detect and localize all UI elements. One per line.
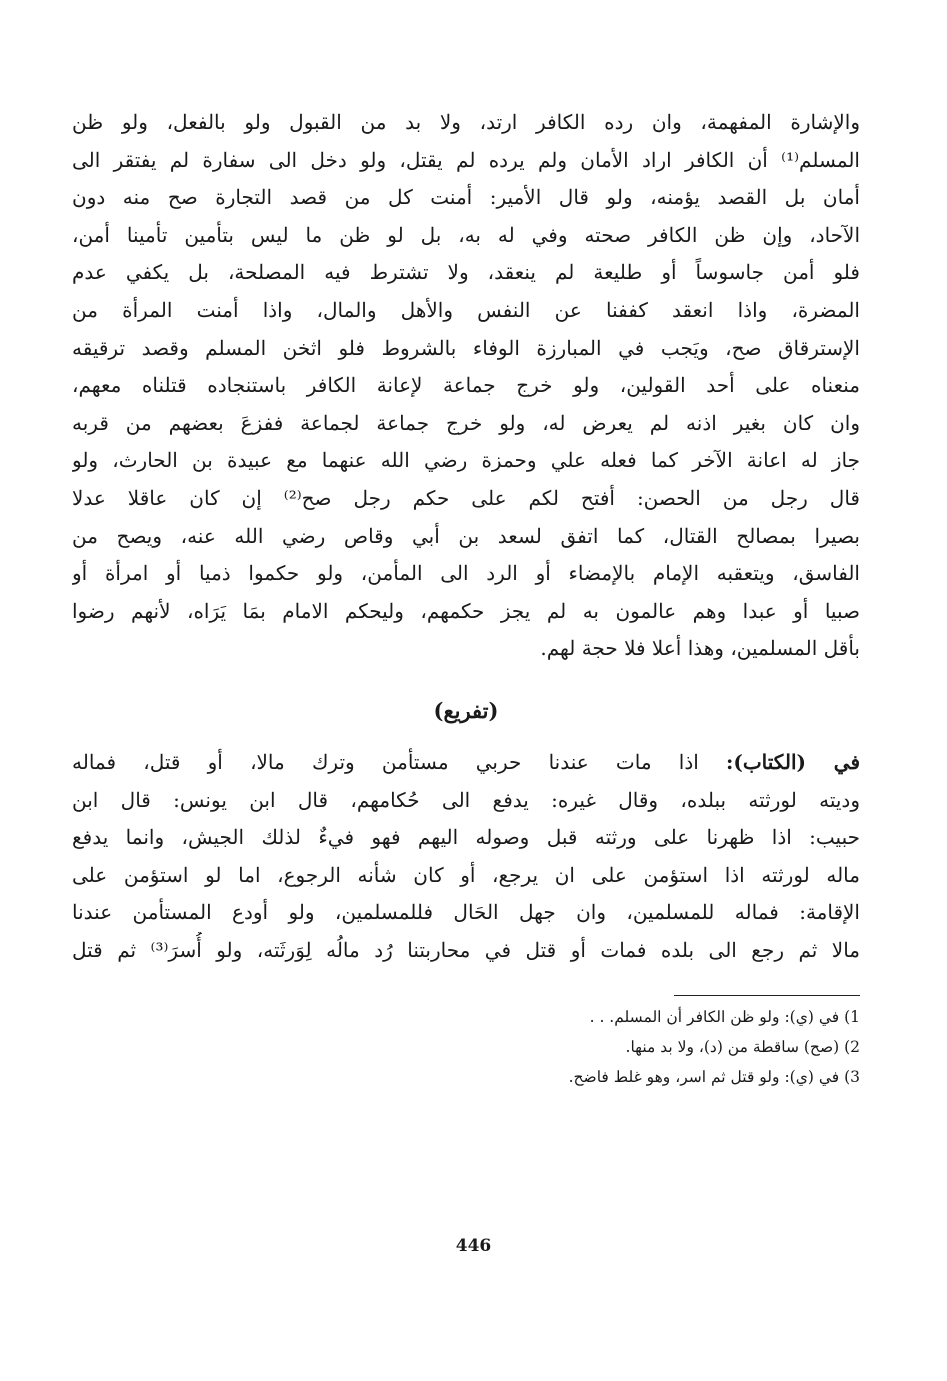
text-line: منعناه على أحد القولين، ولو خرج جماعة لإعانة الكافر باستنجاده قتلناه معهم، (72, 373, 860, 398)
text-line: جاز له اعانة الآخر كما فعله علي وحمزة رضي الله عنهما مع عبيدة بن الحارث، ولو (72, 448, 860, 473)
text-line: ماله لورثته اذا استؤمن على ان يرجع، أو كان شأنه الرجوع، اما لو استؤمن على (72, 862, 860, 887)
text-line: صبيا أو عبدا وهم عالمون به لم يجز حكمهم، وليحكم الامام بمَا يَرَاه، لأنهم رضوا (72, 598, 860, 623)
footnotes (72, 1002, 860, 1092)
source-lead: في (الكتاب): (726, 749, 860, 774)
book-page (72, 104, 860, 1284)
text-line: الإقامة: فماله للمسلمين، وان جهل الحَال فللمسلمين، ولو أودع المستأمن عندنا (72, 900, 860, 925)
text-line: قال رجل من الحصن: أفتح لكم على حكم رجل صح⁽²⁾ إن كان عاقلا عدلا (72, 485, 860, 510)
text-line: وديته لورثته ببلده، وقال غيره: يدفع الى حُكامهم، قال ابن يونس: قال ابن (72, 787, 860, 812)
text-line: المسلم⁽¹⁾ أن الكافر اراد الأمان ولم يرده لم يقتل، ولو دخل الى سفارة لم يفتقر الى (72, 147, 860, 172)
text-line: أمان بل القصد يؤمنه، ولو قال الأمير: أمنت كل من قصد التجارة صح منه دون (72, 185, 860, 210)
text-line: والإشارة المفهمة، وان رده الكافر ارتد، ولا بد من القبول ولو بالفعل، ولو ظن (72, 110, 860, 134)
page-number: 446 (455, 1236, 492, 1256)
footnote: 1) في (ي): ولو ظن الكافر أن المسلم. . . (589, 1008, 860, 1027)
text-line: الفاسق، ويتعقبه الإمام بالإمضاء أو الرد الى المأمن، ولو حكموا ذميا أو امرأة أو (72, 561, 860, 586)
text-line: الآحاد، وإن ظن الكافر صحته وفي له به، بل لو ظن ما ليس بتأمين تأمينا أمن، (72, 222, 860, 247)
footnote: 2) (صح) ساقطة من (د)، ولا بد منها. (625, 1038, 860, 1057)
text-line-first (72, 744, 860, 782)
text-line: الإسترقاق صح، ويَجب في المبارزة الوفاء بالشروط فلو اثخن المسلم وقصد ترقيقه (72, 335, 860, 360)
text-line: مالا ثم رجع الى بلده فمات أو قتل في محاربتنا رُد مالُه لِوَرثَته، ولو أُسرَ⁽³⁾ ثم قتل (72, 937, 860, 962)
paragraph-2 (72, 744, 860, 970)
section-heading: (تفريع) (433, 697, 499, 723)
footnote-separator (674, 995, 860, 996)
text-line: بأقل المسلمين، وهذا أعلا فلا حجة لهم. (540, 636, 860, 661)
footnote: 3) في (ي): ولو قتل ثم اسر، وهو غلط فاضح. (568, 1068, 860, 1087)
paragraph-1 (72, 104, 860, 668)
text-line: المضرة، واذا انعقد كففنا عن النفس والأهل والمال، واذا أمنت المرأة من (72, 297, 860, 322)
text-line: فلو أمن جاسوساً أو طليعة لم ينعقد، ولا تشترط فيه المصلحة، بل يكفي عدم (72, 260, 860, 285)
text-line: حبيب: اذا ظهرنا على ورثته قبل وصوله اليهم فهو فيءٌ لذلك الجيش، وانما يدفع (72, 825, 860, 850)
text-line: وان كان بغير اذنه لم يعرض له، ولو خرج جماعة لجماعة ففزعَ بعضهم من قربه (72, 410, 860, 435)
text-line: بصيرا بمصالح القتال، كما اتفق لسعد بن أبي وقاص رضي الله عنه، ويصح من (72, 523, 860, 548)
text-line-rest: اذا مات عندنا حربي مستأمن وترك مالا، أو قتل، فماله (72, 749, 726, 774)
